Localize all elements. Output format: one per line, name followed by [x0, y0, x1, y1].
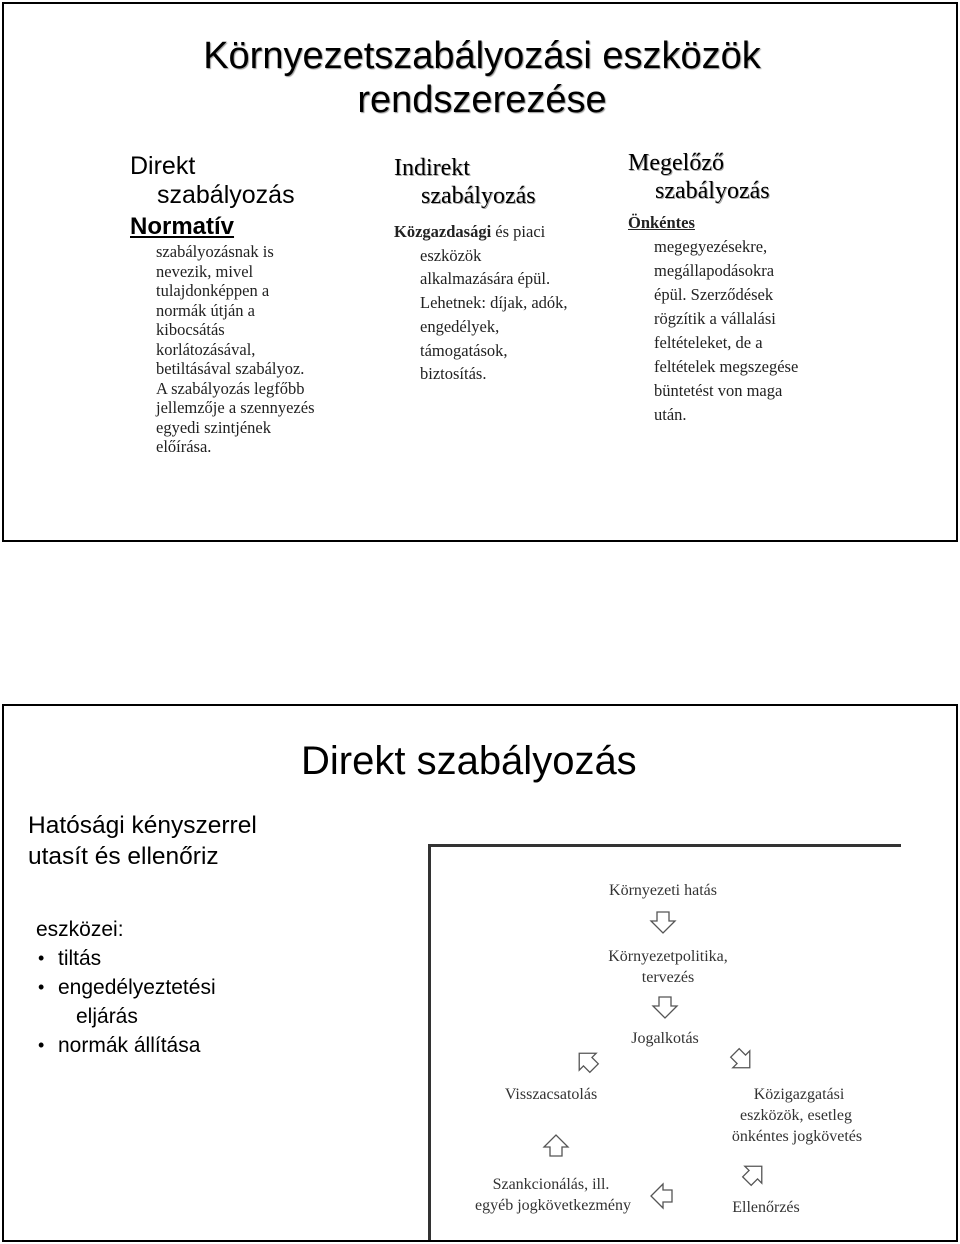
- body-line: jellemzője a szennyezés: [156, 398, 315, 417]
- title-line-2: rendszerezése: [357, 79, 607, 121]
- column-direkt: [130, 152, 370, 457]
- body-line: egyedi szintjének: [156, 417, 272, 437]
- arrow-down-icon: [653, 997, 677, 1018]
- arrow-up-left-icon: [571, 1045, 603, 1077]
- slide-title: Direkt szabályozás: [301, 739, 637, 783]
- body-line: nevezik, mivel: [156, 261, 254, 281]
- arrow-up-right-icon: [738, 1158, 770, 1190]
- title-line-1: Környezetszabályozási eszközök: [203, 35, 761, 77]
- body-line: korlátozásával,: [156, 339, 256, 359]
- body-line: biztosítás.: [420, 364, 487, 384]
- column-heading: Megelőző szabályozás: [628, 150, 770, 204]
- body-line: szabályozásnak is: [156, 242, 274, 261]
- tools-list: [28, 915, 328, 1060]
- body-line: feltételeket, de a: [654, 333, 763, 352]
- arrow-down-right-icon: [726, 1044, 758, 1076]
- body-line: előírása.: [156, 437, 212, 456]
- body-line: megegyezésekre,: [654, 237, 768, 256]
- process-diagram: [428, 844, 901, 1242]
- node-jogalkotas: Jogalkotás: [631, 1030, 699, 1047]
- column-heading: Indirekt szabályozás: [394, 155, 536, 209]
- body-line: kibocsátás: [156, 320, 225, 339]
- body-line: megállapodásokra: [654, 261, 775, 280]
- list-item: • tiltás: [36, 944, 328, 973]
- slide-rendszerezes: [2, 2, 958, 542]
- column-megelozo: [628, 149, 838, 427]
- body-line: engedélyek,: [420, 316, 500, 336]
- node-kozigazgatasi-line1: Közigazgatási: [753, 1086, 845, 1103]
- body-line: alkalmazására épül.: [420, 269, 551, 289]
- slide-title: [4, 34, 958, 122]
- column-body: Önkéntes megegyezésekre, megállapodásokra épül. Szerződések rögzítik a vállalási feltételeket, de a feltételek megszegése büntetést von maga után.: [628, 211, 838, 427]
- body-line: épül. Szerződések: [654, 285, 774, 304]
- list-item: • engedélyeztetési eljárás: [36, 973, 328, 1031]
- node-kozigazgatasi-line2: eszközök, esetleg: [740, 1107, 852, 1124]
- body-line: támogatások,: [420, 340, 508, 360]
- arrow-left-icon: [651, 1184, 672, 1208]
- node-kornyezeti-hatas: Környezeti hatás: [609, 882, 717, 899]
- left-text-block: [28, 810, 328, 1060]
- node-ellenorzes: Ellenőrzés: [732, 1199, 800, 1216]
- node-szankcionalas-line2: egyéb jogkövetkezmény: [475, 1197, 631, 1214]
- body-line: feltételek megszegése: [654, 357, 799, 376]
- body-line: normák útján a: [156, 300, 255, 320]
- node-szankcionalas-line1: Szankcionálás, ill.: [492, 1176, 610, 1193]
- body-line: Lehetnek: díjak, adók,: [420, 293, 568, 313]
- body-line: tulajdonképpen a: [156, 281, 270, 300]
- tools-label: eszközei:: [36, 918, 124, 941]
- node-kornyezetpolitika-line2: tervezés: [641, 969, 695, 986]
- list-item: • normák állítása: [36, 1031, 328, 1060]
- body-line: büntetést von maga: [654, 381, 783, 400]
- body-line: A szabályozás legfőbb: [156, 378, 305, 398]
- slide-direkt-szabalyozas: [2, 704, 958, 1242]
- column-heading: Direkt szabályozás: [130, 152, 295, 209]
- node-kornyezetpolitika-line1: Környezetpolitika,: [608, 948, 728, 965]
- column-indirekt: [394, 154, 614, 386]
- body-line: eszközök: [420, 245, 482, 265]
- column-body: [130, 242, 370, 457]
- body-line: betiltásával szabályoz.: [156, 359, 305, 378]
- subheading-normativ: Normatív: [130, 213, 235, 240]
- node-visszacsatolas: Visszacsatolás: [504, 1086, 598, 1103]
- node-kozigazgatasi-line3: önkéntes jogkövetés: [731, 1128, 863, 1145]
- body-line: után.: [654, 405, 687, 424]
- arrow-down-icon: [651, 912, 675, 933]
- column-body: Közgazdasági és piaci eszközök alkalmazására épül. Lehetnek: díjak, adók, engedélyek, támogatások, biztosítás.: [394, 220, 614, 386]
- description: Hatósági kényszerrel utasít és ellenőriz: [28, 812, 257, 870]
- process-diagram-svg: [431, 847, 898, 1242]
- arrow-up-icon: [544, 1135, 568, 1156]
- body-line: rögzítik a vállalási: [654, 309, 776, 328]
